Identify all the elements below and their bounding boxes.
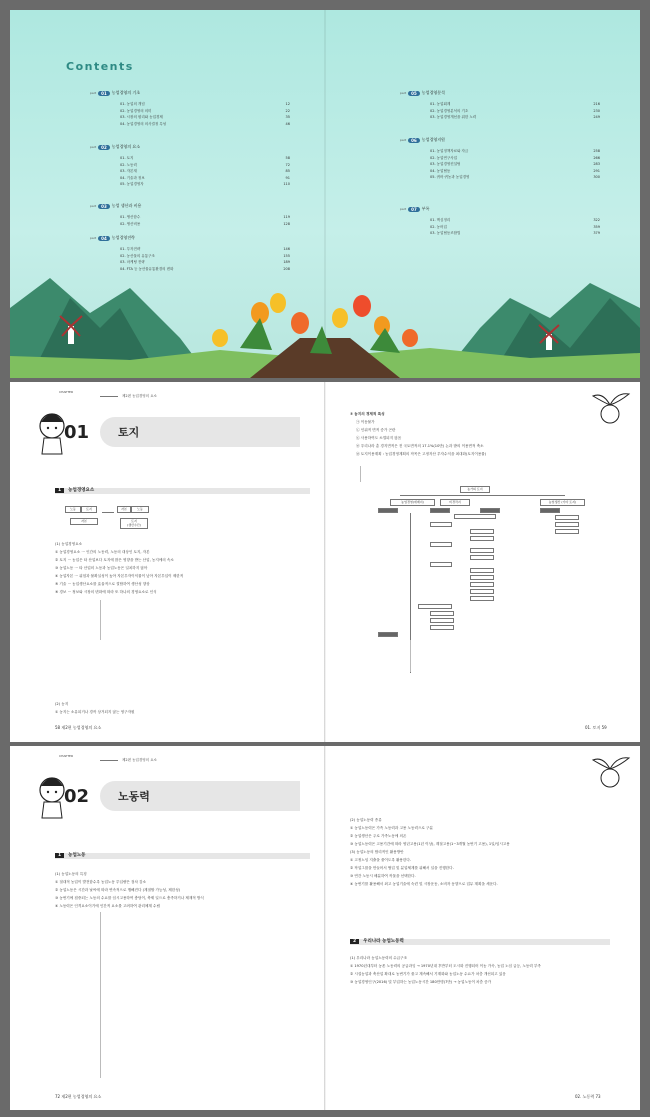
contents-part <box>400 206 600 238</box>
text-line: ㉤ 토지이용계획 : 농업경영계획의 작목은 고정자산 투자수익을 최대화(토지이용률) <box>356 452 487 456</box>
running-head-rule <box>100 760 118 761</box>
chapter-title: 토지 <box>118 426 140 439</box>
contents-entry-page: 359 <box>593 224 600 229</box>
chapter-label: CHAPTER <box>59 754 74 758</box>
contents-entry[interactable] <box>430 175 600 180</box>
text-line: (3) 농업노동의 합리적인 활용방안 <box>350 850 404 854</box>
text-line: (1) 농업경영요소 <box>55 542 83 546</box>
left-page-note <box>100 912 310 1078</box>
text-line: ② 농업노동은 시간과 날씨에 따라 연속적으로 행해진다 (계절할 가능성, 제한성) <box>55 888 181 892</box>
contents-entry-page: 72 <box>285 162 290 167</box>
part-number-badge: 01 <box>98 91 110 96</box>
right-page-footer: 01. 토지 59 <box>585 725 607 730</box>
chapter1-spread <box>10 382 640 742</box>
left-page-note <box>100 600 300 640</box>
org-level2-other: 농업생산 (기타 토지) <box>540 499 585 506</box>
part-label: part <box>400 91 407 95</box>
contents-entry-page: 216 <box>593 102 600 106</box>
right-page-note <box>360 466 615 482</box>
page-gutter <box>324 382 326 742</box>
contents-entry[interactable] <box>430 218 600 223</box>
org-node <box>430 625 454 630</box>
part-label: part <box>400 207 407 211</box>
contents-entry[interactable] <box>430 149 600 154</box>
contents-entry[interactable] <box>430 169 600 174</box>
contents-entry[interactable] <box>120 163 290 168</box>
contents-part-header <box>400 206 600 212</box>
section-bar <box>55 853 310 859</box>
diagram-box-labor: 노동 <box>65 506 81 513</box>
text-line: ② 농업생산은 주로 가족노동에 의존 <box>350 834 407 838</box>
contents-entry-title: 02. 생산비용 <box>120 221 141 226</box>
part-label: part <box>90 204 97 208</box>
org-line <box>400 495 565 496</box>
contents-entry-title: 02. 노동력 <box>120 162 137 167</box>
contents-entry-page: 46 <box>285 121 290 126</box>
org-footnote <box>410 640 610 672</box>
contents-entry-page: 12 <box>285 102 290 106</box>
contents-entry-title: 01. 농업의 개념 <box>120 102 145 106</box>
contents-spread <box>10 10 640 378</box>
diagram-box-land: 토지 <box>81 506 97 513</box>
running-head: 제2편 농업경영의 요소 <box>122 394 157 398</box>
org-node <box>555 515 579 520</box>
contents-entry-title: 02. 농업연구사업 <box>430 155 457 160</box>
org-node <box>470 529 494 534</box>
sprout-mascot-icon <box>585 752 635 792</box>
contents-entry[interactable] <box>120 215 290 220</box>
org-node <box>430 508 450 513</box>
org-node <box>470 548 494 553</box>
org-node <box>470 536 494 541</box>
part-title[interactable]: 농업경영지원 <box>421 137 445 142</box>
contents-entry-page: 300 <box>593 175 600 179</box>
org-root: 농가의 토지 <box>460 486 490 493</box>
section-heading <box>350 938 404 944</box>
text-line: ② 토지 ⋯ 농업은 타 산업보다 토지에 많은 영향을 받는 산업, 농지에의 속소 <box>55 558 174 562</box>
contents-entry-page: 22 <box>285 108 290 113</box>
part-title[interactable]: 농업경영분석 <box>421 90 445 95</box>
text-line: ① 농업경영요소 ⋯ 인간의 노동력, 노동의 대상인 토지, 자본 <box>55 550 150 554</box>
contents-entry-title: 03. 농업경영컨설팅 <box>430 162 461 166</box>
chapter-number: 01 <box>64 422 90 443</box>
text-line: ① 농지는 소유되거나 경작 상거되지 않는 영구자원 <box>55 710 135 714</box>
section-title: 농업노동 <box>68 853 86 858</box>
chapter-number: 02 <box>64 786 90 807</box>
part-label: part <box>90 91 97 95</box>
text-line: ③ 연간 노동시 배분하여 작물을 선택한다. <box>350 874 416 878</box>
part-number-badge: 03 <box>98 204 110 209</box>
org-node <box>470 555 494 560</box>
section-title: 농업경영요소 <box>68 488 95 493</box>
contents-entry[interactable] <box>120 176 290 181</box>
part-label: part <box>400 138 407 142</box>
text-line: ㉢ 사용하여도 소멸되지 않음 <box>356 436 402 440</box>
text-line: ① 농업노동력은 가족 노동력과 고용 노동력으로 구분 <box>350 826 433 830</box>
contents-entry-page: 189 <box>283 260 290 264</box>
contents-part-header <box>90 144 290 150</box>
contents-entry-title: 02. 농어업 <box>430 224 447 229</box>
contents-entry-title: 05. 귀어·귀농과 농업경영 <box>430 175 470 179</box>
chapter-label: CHAPTER <box>59 390 74 394</box>
contents-entry[interactable] <box>120 115 290 120</box>
text-line: ④ 농업자본 ⋯ 위험과 불확실성이 높아 자본투자이익률이 낮아 자본투입이 제한적 <box>55 574 184 578</box>
text-line: ② 작업그룹을 만들어서 협업 및 분업체계를 위해서 일을 진행한다. <box>350 866 454 870</box>
text-line: ④ 노동력은 인격요소이기에 인간적 요소를 고려하여 관리체계 수립 <box>55 904 160 908</box>
text-line: ③ 농업노동 ⋯ 타 산업의 노동과 농업노동은 일치하지 않아 <box>55 566 148 570</box>
part-label: part <box>90 236 97 240</box>
org-node <box>480 508 500 513</box>
contents-entry-page: 119 <box>283 215 290 219</box>
text-line: (1) 농업노동의 특징 <box>55 872 87 876</box>
part-number-badge: 02 <box>98 145 110 150</box>
section-number: 1 <box>55 853 64 858</box>
contents-entry-title: 04. 기술과 정보 <box>120 175 145 180</box>
contents-part <box>90 203 290 228</box>
part-number-badge: 06 <box>408 138 420 143</box>
text-line: (2) 농업노동력 종류 <box>350 818 382 822</box>
contents-entry-title: 03. 자본재 <box>120 169 137 173</box>
org-node <box>470 582 494 587</box>
contents-entry-title: 01. 생산함수 <box>120 215 141 219</box>
part-title[interactable]: 농업경영의 기초 <box>111 90 141 95</box>
contents-part-header <box>400 137 600 143</box>
diagram-box-labor2: 노동 <box>131 506 149 513</box>
contents-part <box>400 90 600 122</box>
contents-entry[interactable] <box>120 109 290 114</box>
org-node <box>555 529 579 534</box>
contents-title: Contents <box>66 60 134 73</box>
contents-entry-page: 146 <box>283 247 290 251</box>
contents-entry-title: 03. 시장의 원리와 농업경제 <box>120 115 163 119</box>
part-number-badge: 04 <box>98 236 110 241</box>
part-title[interactable]: 농업 생산과 비용 <box>111 203 142 208</box>
text-line: ① 절대적 농업이 발전함수록 농업노동 투입량은 점차 감소 <box>55 880 147 884</box>
contents-entry-page: 322 <box>593 218 600 222</box>
contents-entry-title: 01. 투자전략 <box>120 247 141 251</box>
running-head-rule <box>100 396 118 397</box>
section-heading <box>55 852 86 858</box>
contents-entry-page: 155 <box>283 253 290 258</box>
org-node <box>470 575 494 580</box>
org-node <box>430 618 454 623</box>
running-head: 제2편 농업경영의 요소 <box>122 758 157 762</box>
org-level2-nonfarm: 비경작지 <box>440 499 470 506</box>
org-node <box>454 514 496 519</box>
left-page-text-2 <box>55 700 135 716</box>
contents-entry-title: 01. 토지 <box>120 156 134 160</box>
right-page-text <box>356 418 486 458</box>
contents-entry[interactable] <box>120 169 290 174</box>
contents-entry-title: 02. 농업경영분석의 기초 <box>430 108 469 113</box>
contents-entry-title: 02. 농업경영의 의미 <box>120 108 152 113</box>
diagram-box-capital2: 자본 <box>70 518 98 525</box>
right-page-heading: ③ 농지의 경제적 특성 <box>350 412 385 416</box>
section-number: 2 <box>350 939 359 944</box>
org-node <box>378 508 398 513</box>
contents-part-header <box>90 90 290 96</box>
contents-entry-title: 01. 핵심정리 <box>430 218 451 222</box>
text-line: ④ 농번기를 활용해서 최고 농업기술에 숙련 및 시장운동, 소비자 동향으로 업무 계획을 세운다. <box>350 882 498 886</box>
diagram-box-means: (생산수단) <box>120 523 148 529</box>
section-number: 1 <box>55 488 64 493</box>
chapter-title: 노동력 <box>118 790 150 803</box>
contents-entry[interactable] <box>430 109 600 114</box>
contents-entry[interactable] <box>430 156 600 161</box>
org-node <box>430 522 452 527</box>
tulip-group <box>212 293 418 354</box>
contents-entry[interactable] <box>120 122 290 127</box>
diagram-box-land2: 토지 <box>120 518 148 525</box>
part-label: part <box>90 145 97 149</box>
org-node <box>430 542 452 547</box>
text-line: ⑤ 기술 ⋯ 농업생산요소를 효율적으로 결합하여 생산성 향상 <box>55 582 150 586</box>
contents-entry-title: 01. 농업회계 <box>430 102 451 106</box>
right-page-text-2 <box>350 954 541 986</box>
left-page-text <box>55 540 183 596</box>
contents-entry-title: 02. 농산물의 유통구조 <box>120 253 155 258</box>
contents-entry-title: 03. 마케팅 전략 <box>120 260 145 264</box>
contents-entry-page: 110 <box>283 182 290 186</box>
contents-entry[interactable] <box>120 156 290 161</box>
diagram-arrow <box>102 512 114 513</box>
left-page-footer: 58 제2편 농업경영의 요소 <box>55 725 102 730</box>
text-line: ⑥ 경보 ⋯ 정보와 시장의 변화에 따라 또 하나의 경영요소로 인식 <box>55 590 157 594</box>
contents-entry-title: 05. 농업경영자 <box>120 182 144 186</box>
contents-entry-title: 01. 농업정책자료와 자금 <box>430 149 469 153</box>
contents-entry[interactable] <box>430 225 600 230</box>
text-line: ③ 농업노동력은 고용기간에 따라 영년고용(1년 이상), 계절고용(1~3개월 농번기 고용), 1일/임시고용 <box>350 842 510 846</box>
right-page-text <box>350 816 510 888</box>
contents-part-header <box>90 203 290 209</box>
part-number-badge: 05 <box>408 91 420 96</box>
contents-part <box>90 90 290 128</box>
text-line: (2) 농지 <box>55 702 69 706</box>
part-title[interactable]: 농업경영전략 <box>111 235 135 240</box>
contents-part <box>400 137 600 182</box>
org-node <box>470 568 494 573</box>
org-node <box>430 562 452 567</box>
contents-entry-page: 249 <box>593 115 600 119</box>
contents-entry-page: 128 <box>283 221 290 226</box>
contents-entry-title: 04. FTA 등 농산물유통환경의 변화 <box>120 266 174 271</box>
contents-entry-page: 35 <box>285 115 290 119</box>
contents-entry[interactable] <box>120 182 290 187</box>
contents-entry-page: 91 <box>285 175 290 180</box>
org-node <box>555 522 579 527</box>
text-line: ㉣ 우리나라 총 경지면적은 전 국토면적의 17.1%(10만) 논과 밭의 이용면적 축소 <box>356 444 484 448</box>
contents-entry[interactable] <box>120 102 290 107</box>
part-number-badge: 07 <box>408 207 420 212</box>
contents-entry-page: 230 <box>593 108 600 113</box>
org-node <box>418 604 452 609</box>
contents-entry[interactable] <box>430 162 600 167</box>
contents-entry-title: 03. 농업협동조합법 <box>430 231 461 235</box>
contents-entry-page: 379 <box>593 231 600 235</box>
contents-entry[interactable] <box>430 231 600 236</box>
text-line: (1) 우리나라 농업노동력의 수급구조 <box>350 956 408 960</box>
org-node <box>470 596 494 601</box>
section-heading <box>55 487 94 493</box>
part-title[interactable]: 농업경영의 요소 <box>111 144 141 149</box>
sprout-mascot-icon <box>585 388 635 428</box>
contents-entry-page: 283 <box>593 162 600 166</box>
text-line: ③ 농번기에 집중되는 노동의 수요를 임시고용하여 충당이, 축제 일으로 충족하거나 제재적 방식 <box>55 896 204 900</box>
contents-entry[interactable] <box>430 115 600 120</box>
contents-part <box>90 144 290 189</box>
contents-part-header <box>400 90 600 96</box>
contents-entry-page: 266 <box>593 155 600 160</box>
contents-entry-title: 04. 농업협동 <box>430 168 451 173</box>
section-title: 우리나라 농업노동력 <box>363 939 404 944</box>
contents-entry-page: 208 <box>283 266 290 271</box>
diagram-box-capital: 자본 <box>117 506 131 513</box>
org-node <box>540 508 560 513</box>
contents-entry-title: 03. 농업경영개선을 위한 노력 <box>430 115 477 119</box>
chapter2-spread <box>10 746 640 1110</box>
org-node <box>470 589 494 594</box>
contents-entry-page: 291 <box>593 168 600 173</box>
contents-entry[interactable] <box>430 102 600 107</box>
contents-entry-page: 85 <box>285 169 290 173</box>
right-page-footer: 02. 노동력 73 <box>575 1094 601 1099</box>
text-line: ③ 농업경영인구(2016) 및 부업하는 농업노동시간 180만명(7만) → 농업노동이 차츰 증가 <box>350 980 492 984</box>
text-line: ① 1970년대부터 농촌 노동력의 공급과잉 → 1970년대 후반부터 도시화 진행되어 이농 가속, 농업 노임 급등, 노동력 부족 <box>350 964 541 968</box>
text-line: ② 시설농업과 축산업 확대로 농번기가 줄고 계속해서 기계화와 농업노동 수요가 차츰 개선되고 있음 <box>350 972 506 976</box>
org-node <box>378 632 398 637</box>
contents-entry-page: 58 <box>285 156 290 160</box>
contents-entry[interactable] <box>120 222 290 227</box>
contents-entry-page: 258 <box>593 149 600 153</box>
org-level2-farm: 농업경영(재배지) <box>390 499 435 506</box>
text-line: ① 고정노임 지출을 줄이도록 활용한다. <box>350 858 412 862</box>
left-page-text <box>55 870 204 910</box>
mountain-tulip-illustration <box>10 238 640 378</box>
part-title[interactable]: 부록 <box>421 206 430 211</box>
contents-entry-title: 04. 농업경영의 의사결정 특성 <box>120 121 167 126</box>
page-gutter <box>324 746 326 1110</box>
text-line: ㉡ 인위적 면적 증가 곤란 <box>356 428 396 432</box>
left-page-footer: 72 제2편 농업경영의 요소 <box>55 1094 102 1099</box>
text-line: ㉠ 이동불가 <box>356 420 375 424</box>
org-node <box>430 611 454 616</box>
